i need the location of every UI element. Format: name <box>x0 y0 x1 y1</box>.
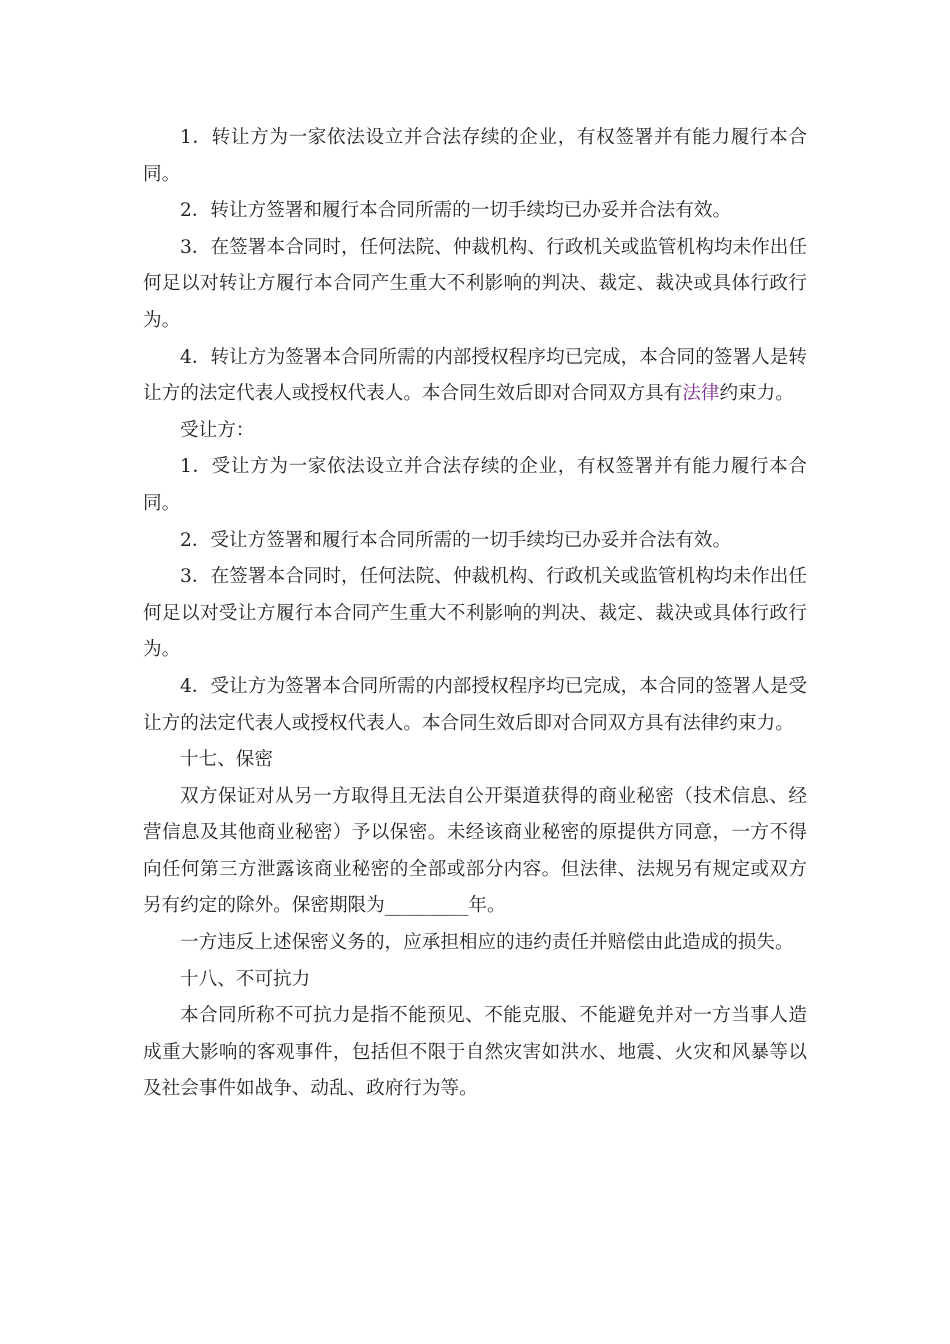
transferee-item-1: 1．受让方为一家依法设立并合法存续的企业，有权签署并有能力履行本合同。 <box>143 456 807 514</box>
transferor-item-3: 3．在签署本合同时，任何法院、仲裁机构、行政机关或监管机构均未作出任何足以对转让方履行本合同产生重大不利影响的判决、裁定、裁决或具体行政行为。 <box>143 236 807 331</box>
confidentiality-paragraph-1: 双方保证对从另一方取得且无法自公开渠道获得的商业秘密（技术信息、经营信息及其他商业秘密）予以保密。未经该商业秘密的原提供方同意，一方不得向任何第三方泄露该商业秘密的全部或部分内容。但法律、法规另有规定或双方另有约定的除外。保密期限为_________年。 <box>143 785 807 917</box>
force-majeure-paragraph-1: 本合同所称不可抗力是指不能预见、不能克服、不能避免并对一方当事人造成重大影响的客观事件，包括但不限于自然灾害如洪水、地震、火灾和风暴等以及社会事件如战争、动乱、政府行为等。 <box>143 1005 807 1100</box>
transferee-item-4: 4．受让方为签署本合同所需的内部授权程序均已完成，本合同的签署人是受让方的法定代表人或授权代表人。本合同生效后即对合同双方具有法律约束力。 <box>143 675 807 734</box>
transferee-heading: 受让方： <box>180 419 255 441</box>
transferor-item-4-tail: 约束力。 <box>719 383 794 405</box>
transferee-item-2: 2．受让方签署和履行本合同所需的一切手续均已办妥并合法有效。 <box>180 529 732 551</box>
confidentiality-heading: 十七、保密 <box>180 749 273 771</box>
confidentiality-paragraph-2: 一方违反上述保密义务的，应承担相应的违约责任并赔偿由此造成的损失。 <box>180 932 794 954</box>
force-majeure-heading: 十八、不可抗力 <box>180 968 311 990</box>
document-body <box>143 120 807 1108</box>
transferor-item-1: 1．转让方为一家依法设立并合法存续的企业，有权签署并有能力履行本合同。 <box>143 127 807 185</box>
law-link[interactable]: 法律 <box>682 383 720 405</box>
transferor-item-4 <box>143 340 807 413</box>
transferee-item-3: 3．在签署本合同时，任何法院、仲裁机构、行政机关或监管机构均未作出任何足以对受让方履行本合同产生重大不利影响的判决、裁定、裁决或具体行政行为。 <box>143 566 807 661</box>
transferor-item-2: 2．转让方签署和履行本合同所需的一切手续均已办妥并合法有效。 <box>180 200 732 222</box>
transferor-item-4-text: 4．转让方为签署本合同所需的内部授权程序均已完成，本合同的签署人是转让方的法定代表人或授权代表人。本合同生效后即对合同双方具有 <box>143 346 807 405</box>
